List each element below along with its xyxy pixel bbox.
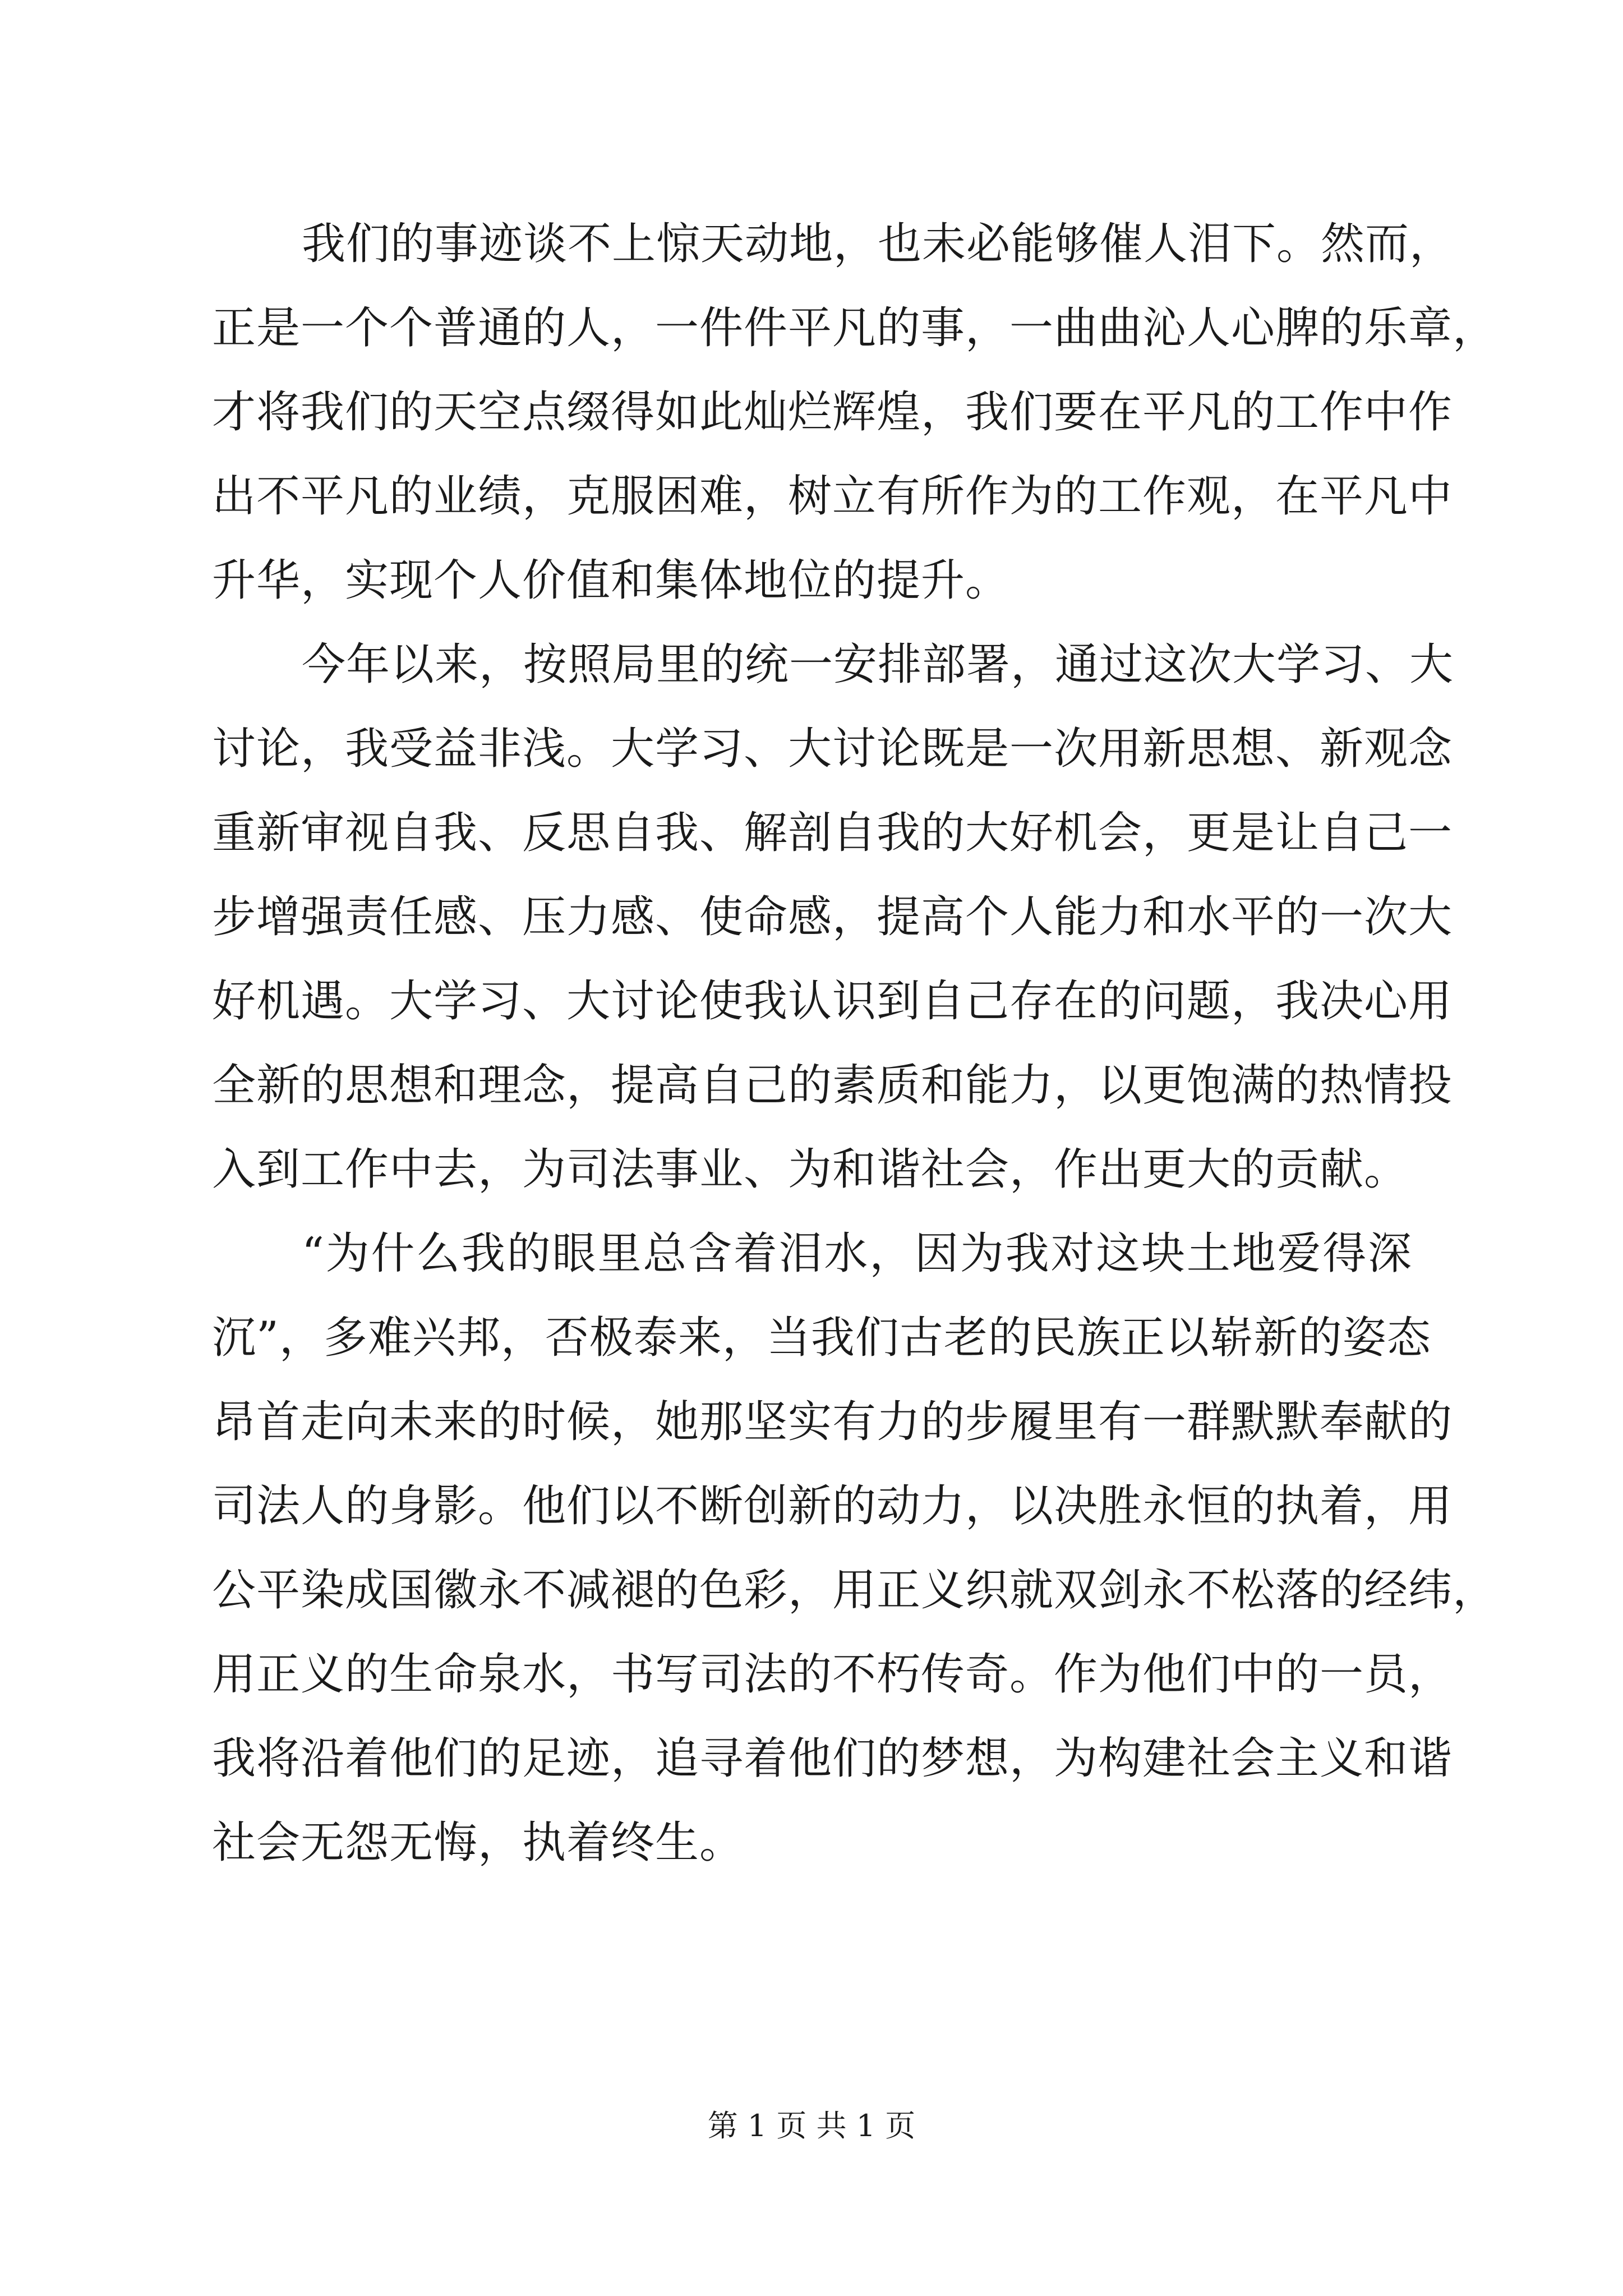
paragraph-line: 入到工作中去，为司法事业、为和谐社会，作出更大的贡献。 bbox=[212, 1144, 1409, 1195]
paragraph-line: 今年以来，按照局里的统一安排部署，通过这次大学习、大 bbox=[302, 639, 1454, 690]
paragraph-line: 讨论，我受益非浅。大学习、大讨论既是一次用新思想、新观念 bbox=[212, 724, 1453, 774]
paragraph-3 bbox=[212, 1212, 1497, 1885]
paragraph-line: “为什么我的眼里总含着泪水，因为我对这块土地爱得深 bbox=[302, 1228, 1412, 1279]
paragraph-line: 用正义的生命泉水，书写司法的不朽传奇。作为他们中的一员， bbox=[212, 1649, 1453, 1700]
document-body bbox=[212, 202, 1497, 1885]
paragraph-line: 司法人的身影。他们以不断创新的动力，以决胜永恒的执着，用 bbox=[212, 1481, 1453, 1531]
paragraph-line: 正是一个个普通的人，一件件平凡的事，一曲曲沁人心脾的乐章， bbox=[212, 303, 1497, 353]
paragraph-1 bbox=[212, 202, 1497, 623]
page-number-footer: 第 1 页 共 1 页 bbox=[707, 2108, 916, 2143]
paragraph-line: 昂首走向未来的时候，她那坚实有力的步履里有一群默默奉献的 bbox=[212, 1397, 1453, 1447]
paragraph-line: 我们的事迹谈不上惊天动地，也未必能够催人泪下。然而， bbox=[302, 219, 1454, 269]
paragraph-line: 才将我们的天空点缀得如此灿烂辉煌，我们要在平凡的工作中作 bbox=[212, 387, 1453, 438]
paragraph-line: 步增强责任感、压力感、使命感，提高个人能力和水平的一次大 bbox=[212, 892, 1453, 942]
paragraph-line: 沉”，多难兴邦，否极泰来，当我们古老的民族正以崭新的姿态 bbox=[212, 1313, 1431, 1363]
paragraph-line: 社会无怨无悔，执着终生。 bbox=[212, 1818, 744, 1868]
paragraph-line: 我将沿着他们的足迹，追寻着他们的梦想，为构建社会主义和谐 bbox=[212, 1733, 1453, 1784]
paragraph-line: 好机遇。大学习、大讨论使我认识到自己存在的问题，我决心用 bbox=[212, 976, 1453, 1027]
paragraph-line: 升华，实现个人价值和集体地位的提升。 bbox=[212, 555, 1010, 606]
paragraph-line: 公平染成国徽永不减褪的色彩，用正义织就双剑永不松落的经纬， bbox=[212, 1565, 1497, 1616]
paragraph-line: 出不平凡的业绩，克服困难，树立有所作为的工作观，在平凡中 bbox=[212, 471, 1453, 522]
paragraph-line: 重新审视自我、反思自我、解剖自我的大好机会，更是让自己一 bbox=[212, 808, 1453, 858]
paragraph-line: 全新的思想和理念，提高自己的素质和能力，以更饱满的热情投 bbox=[212, 1060, 1453, 1111]
paragraph-2 bbox=[212, 623, 1454, 1212]
